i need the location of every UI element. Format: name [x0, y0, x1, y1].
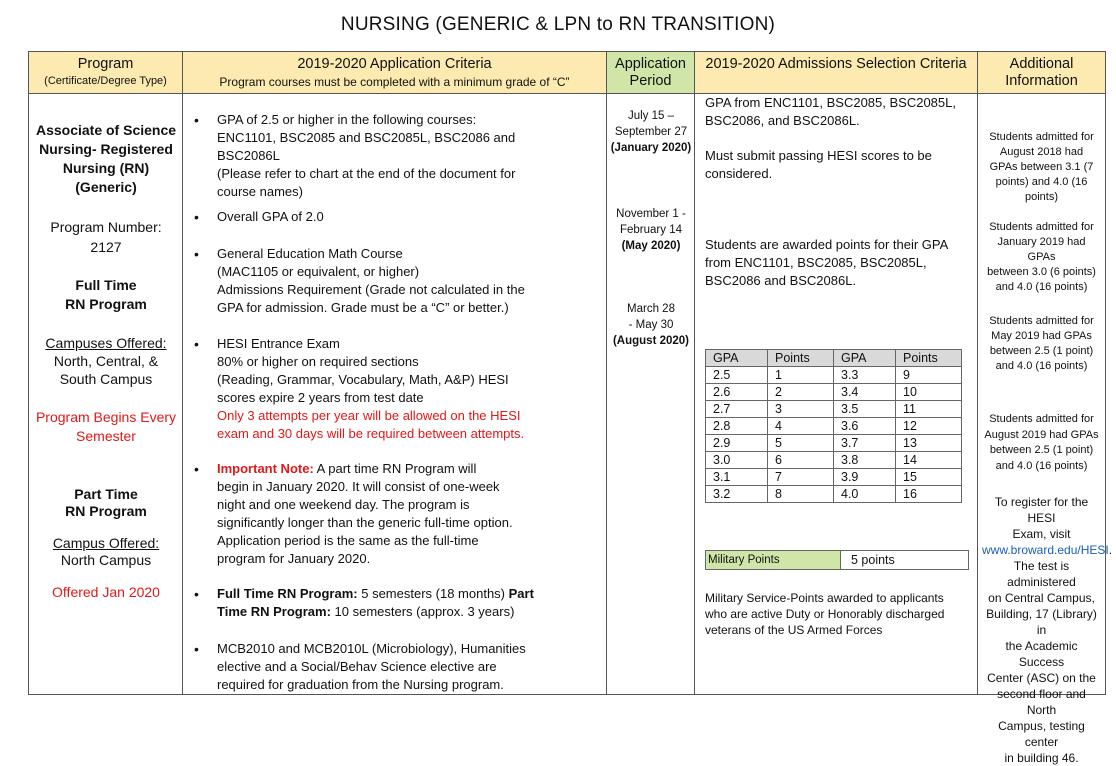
info-august-2018 — [982, 130, 1101, 205]
table-cell: 3.2 — [706, 486, 768, 503]
selection-hesi — [705, 147, 973, 183]
info-line: The test is administered — [1007, 559, 1076, 589]
degree-line: Associate of Science — [35, 122, 177, 138]
info-line: Students admitted for — [989, 131, 1094, 143]
info-line: between 2.5 (1 point) — [989, 345, 1094, 357]
table-cell: 2.5 — [706, 367, 768, 384]
campus-value: North Campus — [60, 552, 152, 568]
info-line: and 4.0 (16 points) — [995, 459, 1088, 472]
selection-line: who are active Duty or Honorably discharged — [705, 607, 945, 621]
table-cell: 11 — [896, 401, 962, 418]
info-line: May 2019 had GPAs — [991, 330, 1092, 342]
campuses-line: South Campus — [59, 371, 153, 387]
table-row — [706, 418, 962, 435]
begins-line: Semester — [76, 428, 136, 444]
info-line: January 2019 had GPAs — [997, 236, 1086, 263]
criteria-line: 80% or higher on required sections — [217, 354, 419, 369]
table-cell: 10 — [896, 384, 962, 401]
period-may — [607, 206, 695, 254]
info-line: Students admitted for — [989, 315, 1094, 327]
page-title: NURSING (GENERIC & LPN to RN TRANSITION) — [340, 14, 776, 35]
criteria-overall: • Overall GPA of 2.0 — [217, 208, 602, 226]
period-line: September 27 — [614, 126, 688, 138]
info-line: To register for the HESI — [994, 495, 1089, 525]
info-register — [982, 494, 1113, 558]
table-cell: 2.9 — [706, 435, 768, 452]
table-cell: 2.7 — [706, 401, 768, 418]
criteria-line: ENC1101, BSC2085 and BSC2085L, BSC2086 and — [217, 130, 516, 145]
table-cell: 3.4 — [834, 384, 896, 401]
table-cell: 3.5 — [834, 401, 896, 418]
info-test-location — [982, 558, 1101, 766]
fulltime-program — [29, 276, 183, 314]
table-cell: 9 — [896, 367, 962, 384]
table-cell: 7 — [768, 469, 834, 486]
info-line: on Central Campus, — [988, 591, 1095, 605]
selection-line: GPA from ENC1101, BSC2085, BSC2085L, — [705, 95, 956, 110]
header-criteria-label: 2019-2020 Application Criteria — [297, 56, 492, 72]
header-program — [29, 52, 183, 94]
criteria-line: required for graduation from the Nursing program. — [217, 677, 504, 692]
table-cell: 15 — [896, 469, 962, 486]
header-criteria — [183, 52, 607, 94]
degree-line: Nursing (RN) — [62, 160, 150, 176]
selection-line: considered. — [705, 166, 773, 181]
info-line: points) — [1024, 191, 1059, 203]
header-criteria-sub: Program courses must be completed with a minimum grade of “C” — [219, 75, 570, 89]
criteria-line: (Please refer to chart at the end of the document for — [217, 166, 516, 181]
table-cell: 4 — [768, 418, 834, 435]
campuses-offered — [29, 334, 183, 388]
info-august-2019 — [982, 412, 1101, 474]
criteria-important-note — [217, 460, 602, 568]
begins-line: Program Begins Every — [35, 409, 177, 425]
info-line: Center (ASC) on the — [987, 671, 1096, 685]
info-line: points) and 4.0 (16 — [995, 176, 1088, 188]
header-period — [607, 52, 695, 94]
criteria-line: • General Education Math Course — [217, 246, 403, 261]
table-cell: 4.0 — [834, 486, 896, 503]
table-cell: 3.1 — [706, 469, 768, 486]
program-number-value: 2127 — [90, 239, 122, 255]
parttime-duration-label: Time RN Program: — [217, 604, 331, 619]
criteria-column — [183, 94, 607, 694]
program-begins — [29, 408, 183, 446]
table-header: Points — [896, 350, 962, 367]
program-number-label: Program Number: — [50, 219, 162, 235]
table-header: Points — [768, 350, 834, 367]
selection-line: BSC2086 and BSC2086L. — [705, 273, 857, 288]
period-line: - May 30 — [628, 319, 674, 331]
table-header: GPA — [834, 350, 896, 367]
info-line: second floor and North — [997, 687, 1086, 717]
info-line: between 3.0 (6 points) — [987, 266, 1096, 278]
period-column — [607, 94, 695, 694]
table-cell: 3.8 — [834, 452, 896, 469]
table-cell: 12 — [896, 418, 962, 435]
fulltime-duration: 5 semesters (18 months) — [357, 586, 509, 601]
degree-line: Nursing- Registered — [39, 141, 173, 157]
table-cell: 8 — [768, 486, 834, 503]
parttime-duration: 10 semesters (approx. 3 years) — [330, 604, 515, 619]
header-program-sub: (Certificate/Degree Type) — [44, 75, 167, 87]
header-selection-label: 2019-2020 Admissions Selection Criteria — [705, 56, 967, 72]
table-cell: 16 — [896, 486, 962, 503]
table-cell: 2.6 — [706, 384, 768, 401]
table-cell: 3.3 — [834, 367, 896, 384]
info-january-2019 — [982, 220, 1101, 295]
parttime-line: Part Time — [74, 486, 138, 502]
info-line: GPAs between 3.1 (7 — [989, 161, 1094, 173]
criteria-line: BSC2086L — [217, 148, 280, 163]
info-line: between 2.5 (1 point) — [989, 444, 1094, 456]
table-row — [706, 367, 962, 384]
info-line: Exam, visit — [1012, 527, 1071, 541]
table-cell: 2.8 — [706, 418, 768, 435]
criteria-line: GPA for admission. Grade must be a “C” or better.) — [217, 300, 509, 315]
criteria-microbiology — [217, 640, 602, 694]
important-note-label: Important Note: — [217, 461, 314, 476]
table-cell: 1 — [768, 367, 834, 384]
military-points-value: 5 points — [851, 553, 895, 567]
offered-date: Offered Jan 2020 — [52, 584, 160, 600]
criteria-hesi — [217, 335, 602, 443]
table-cell: 6 — [768, 452, 834, 469]
program-table — [28, 51, 1113, 765]
military-points-box — [705, 550, 969, 570]
program-column — [29, 94, 183, 694]
criteria-line: • GPA of 2.5 or higher in the following courses: — [217, 112, 477, 127]
parttime-program — [29, 486, 183, 520]
criteria-line: • HESI Entrance Exam — [217, 336, 340, 351]
selection-line: BSC2086, and BSC2086L. — [705, 113, 860, 128]
fulltime-duration-label: Full Time RN Program: — [217, 586, 358, 601]
parttime-line: RN Program — [65, 503, 147, 519]
table-cell: 3.7 — [834, 435, 896, 452]
header-period-l1: Application — [615, 56, 686, 72]
period-line: February 14 — [619, 224, 682, 236]
criteria-line: • MCB2010 and MCB2010L (Microbiology), Humanities — [217, 641, 526, 656]
criteria-line: elective and a Social/Behav Science elective are — [217, 659, 497, 674]
period-term: (August 2020) — [612, 335, 690, 347]
table-cell: 13 — [896, 435, 962, 452]
criteria-line: Application period is the same as the full-time — [217, 533, 479, 548]
military-description — [705, 590, 973, 638]
selection-column — [695, 94, 978, 694]
parttime-duration-label: Part — [508, 586, 534, 601]
info-line: Building, 17 (Library) in — [986, 607, 1097, 637]
criteria-duration — [217, 585, 602, 621]
info-line: Students admitted for — [989, 413, 1094, 425]
criteria-line: course names) — [217, 184, 303, 199]
fulltime-line: RN Program — [65, 296, 147, 312]
table-cell: 3.6 — [834, 418, 896, 435]
period-line: July 15 – — [627, 110, 675, 122]
period-line: March 28 — [627, 303, 675, 315]
header-period-l2: Period — [629, 73, 672, 89]
table-row — [706, 469, 962, 486]
criteria-line: (Reading, Grammar, Vocabulary, Math, A&P) HESI — [217, 372, 509, 387]
info-line: the Academic Success — [1005, 639, 1078, 669]
criteria-line: night and one weekend day. The program is — [217, 497, 470, 512]
selection-line: veterans of the US Armed Forces — [705, 623, 883, 637]
hesi-warning-line: Only 3 attempts per year will be allowed on the HESI — [217, 408, 521, 423]
info-line: in building 46. — [1004, 751, 1079, 765]
gpa-points-table — [705, 349, 962, 503]
table-row — [706, 401, 962, 418]
table-cell: 3.0 — [706, 452, 768, 469]
criteria-line: (MAC1105 or equivalent, or higher) — [217, 264, 420, 279]
hesi-warning-line: exam and 30 days will be required between attempts. — [217, 426, 525, 441]
table-header-row — [706, 350, 962, 367]
period-january — [607, 108, 695, 156]
criteria-line: scores expire 2 years from test date — [217, 390, 424, 405]
info-line: and 4.0 (16 points) — [995, 281, 1088, 293]
header-program-label: Program — [77, 56, 134, 72]
criteria-line: begin in January 2020. It will consist of one-week — [217, 479, 500, 494]
degree-name — [29, 121, 183, 197]
table-row — [706, 435, 962, 452]
selection-gpa-courses — [705, 94, 973, 130]
info-column — [978, 94, 1113, 765]
degree-line: (Generic) — [75, 179, 137, 195]
info-line: August 2019 had GPAs — [984, 428, 1099, 441]
link-period: . — [1108, 543, 1113, 557]
program-number — [29, 218, 183, 257]
selection-points — [705, 236, 973, 290]
campus-offered — [29, 535, 183, 569]
table-cell: 2 — [768, 384, 834, 401]
table-cell: 5 — [768, 435, 834, 452]
selection-line: Students are awarded points for their GPA — [705, 237, 949, 252]
period-term: (January 2020) — [610, 142, 692, 154]
header-info-l1: Additional — [1009, 56, 1074, 72]
criteria-line: A part time RN Program will — [313, 461, 477, 476]
info-may-2019 — [982, 314, 1101, 374]
selection-line: Military Service-Points awarded to applicants — [705, 591, 944, 605]
table-row — [706, 384, 962, 401]
table-row — [706, 452, 962, 469]
info-line: August 2018 had — [999, 146, 1084, 158]
table-cell: 3.9 — [834, 469, 896, 486]
military-points-label: Military Points — [706, 551, 841, 569]
period-term: (May 2020) — [621, 240, 681, 252]
criteria-line: significantly longer than the generic full-time option. — [217, 515, 513, 530]
info-line: and 4.0 (16 points) — [995, 360, 1088, 372]
header-info — [978, 52, 1105, 94]
table-cell: 3 — [768, 401, 834, 418]
info-line: Students admitted for — [989, 221, 1094, 233]
campuses-line: North, Central, & — [53, 353, 159, 369]
criteria-math — [217, 245, 602, 317]
campus-label: Campus Offered: — [52, 535, 160, 551]
selection-line: Must submit passing HESI scores to be — [705, 148, 932, 163]
table-cell: 14 — [896, 452, 962, 469]
hesi-link[interactable]: www.broward.edu/HESI — [982, 543, 1109, 557]
table-row — [706, 486, 962, 503]
header-selection — [695, 52, 978, 94]
campuses-label: Campuses Offered: — [45, 335, 167, 351]
criteria-line: program for January 2020. — [217, 551, 371, 566]
selection-line: from ENC1101, BSC2085, BSC2085L, — [705, 255, 927, 270]
period-line: November 1 - — [616, 208, 686, 220]
info-line: Campus, testing center — [998, 719, 1085, 749]
header-info-l2: Information — [1005, 73, 1078, 89]
criteria-gpa — [217, 111, 602, 201]
table-header: GPA — [706, 350, 768, 367]
fulltime-line: Full Time — [75, 277, 137, 293]
criteria-line: Admissions Requirement (Grade not calculated in the — [217, 282, 525, 297]
period-august — [607, 301, 695, 349]
